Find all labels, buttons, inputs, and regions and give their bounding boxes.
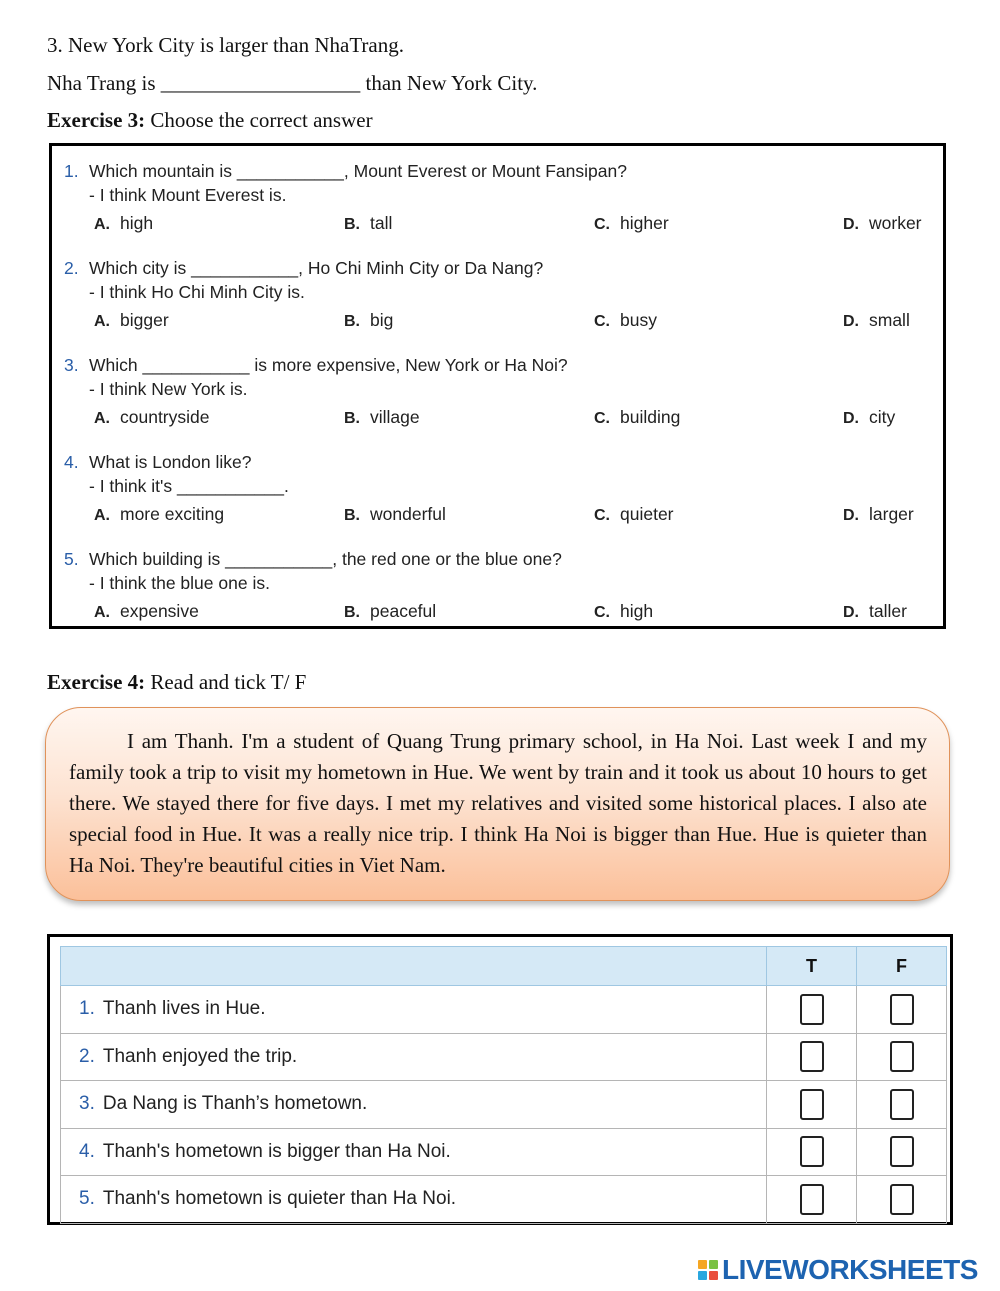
option-c[interactable]: C. building [594, 407, 681, 427]
option-d[interactable]: D. larger [843, 504, 914, 524]
true-checkbox[interactable] [800, 1089, 824, 1120]
question-reply: - I think Ho Chi Minh City is. [89, 282, 305, 302]
table-row [61, 1176, 947, 1224]
question-number: 4. [64, 452, 79, 472]
true-false-table [60, 946, 947, 1224]
exercise3-heading-label: Exercise 3: [47, 108, 146, 132]
option-a[interactable]: A. bigger [94, 310, 169, 330]
option-d[interactable]: D. city [843, 407, 896, 427]
option-c[interactable]: C. higher [594, 213, 669, 233]
option-d[interactable]: D. small [843, 310, 910, 330]
statement-cell: 2. Thanh enjoyed the trip. [61, 1033, 767, 1081]
exercise3-heading [47, 108, 373, 133]
liveworksheets-logo [698, 1255, 978, 1285]
option-b[interactable]: B. tall [344, 213, 393, 233]
option-b[interactable]: B. peaceful [344, 601, 437, 621]
true-column-header: T [767, 947, 857, 986]
mc-question-5 [64, 549, 933, 644]
true-checkbox[interactable] [800, 994, 824, 1025]
exercise4-heading-label: Exercise 4: [47, 670, 146, 694]
question-number: 2. [64, 258, 79, 278]
question-reply: - I think New York is. [89, 379, 248, 399]
option-a[interactable]: A. expensive [94, 601, 199, 621]
mc-question-1 [64, 161, 933, 256]
statement-cell: 5. Thanh's hometown is quieter than Ha Noi. [61, 1176, 767, 1224]
question-number: 1. [64, 161, 79, 181]
exercise3-box [49, 143, 946, 629]
reading-passage-box [45, 707, 950, 901]
table-row [61, 1033, 947, 1081]
true-checkbox[interactable] [800, 1136, 824, 1167]
exercise2-question-3-blank: Nha Trang is ___________________ than New York City. [47, 71, 538, 95]
statement-column-header [61, 947, 767, 986]
reading-passage: I am Thanh. I'm a student of Quang Trung primary school, in Ha Noi. Last week I and my family took a trip to visit my hometown in Hue. We went by train and it took us about 10 hours to get there. We stayed there for five days. I met my relatives and visited some historical places. I also ate special food in Hue. It was a really nice trip. I think Ha Noi is bigger than Hue. Hue is quieter than Ha Noi. They're beautiful cities in Viet Nam. [69, 729, 927, 877]
logo-text: LIVEWORKSHEETS [722, 1254, 978, 1285]
false-checkbox[interactable] [890, 1089, 914, 1120]
question-reply: - I think the blue one is. [89, 573, 270, 593]
table-row [61, 1128, 947, 1176]
option-a[interactable]: A. more exciting [94, 504, 225, 524]
option-b[interactable]: B. wonderful [344, 504, 446, 524]
question-stem: Which city is ___________, Ho Chi Minh City or Da Nang? [89, 258, 544, 278]
table-row [61, 986, 947, 1034]
mc-question-2 [64, 258, 933, 353]
statement-cell: 4. Thanh's hometown is bigger than Ha Noi. [61, 1128, 767, 1176]
statement-cell: 1. Thanh lives in Hue. [61, 986, 767, 1034]
false-checkbox[interactable] [890, 1184, 914, 1215]
exercise4-heading-text: Read and tick T/ F [150, 670, 307, 694]
false-checkbox[interactable] [890, 1136, 914, 1167]
option-c[interactable]: C. quieter [594, 504, 674, 524]
mc-question-3 [64, 355, 933, 450]
exercise4-heading [47, 670, 306, 695]
table-header-row [61, 947, 947, 986]
exercise3-heading-text: Choose the correct answer [150, 108, 373, 132]
exercise2-question-3: 3. New York City is larger than NhaTrang. [47, 33, 404, 57]
option-b[interactable]: B. village [344, 407, 420, 427]
logo-icon [698, 1260, 718, 1280]
true-checkbox[interactable] [800, 1041, 824, 1072]
question-stem: Which building is ___________, the red one or the blue one? [89, 549, 562, 569]
question-stem: Which mountain is ___________, Mount Everest or Mount Fansipan? [89, 161, 627, 181]
statement-cell: 3. Da Nang is Thanh’s hometown. [61, 1081, 767, 1129]
question-reply: - I think it's ___________. [89, 476, 289, 496]
false-column-header: F [857, 947, 947, 986]
question-stem: Which ___________ is more expensive, New York or Ha Noi? [89, 355, 568, 375]
option-d[interactable]: D. taller [843, 601, 907, 621]
option-c[interactable]: C. high [594, 601, 654, 621]
false-checkbox[interactable] [890, 1041, 914, 1072]
false-checkbox[interactable] [890, 994, 914, 1025]
option-c[interactable]: C. busy [594, 310, 657, 330]
question-stem: What is London like? [89, 452, 252, 472]
option-a[interactable]: A. high [94, 213, 154, 233]
mc-question-4 [64, 452, 933, 547]
question-reply: - I think Mount Everest is. [89, 185, 287, 205]
table-row [61, 1081, 947, 1129]
question-number: 5. [64, 549, 79, 569]
option-b[interactable]: B. big [344, 310, 394, 330]
true-false-box [47, 934, 953, 1225]
true-checkbox[interactable] [800, 1184, 824, 1215]
question-number: 3. [64, 355, 79, 375]
option-d[interactable]: D. worker [843, 213, 922, 233]
option-a[interactable]: A. countryside [94, 407, 210, 427]
